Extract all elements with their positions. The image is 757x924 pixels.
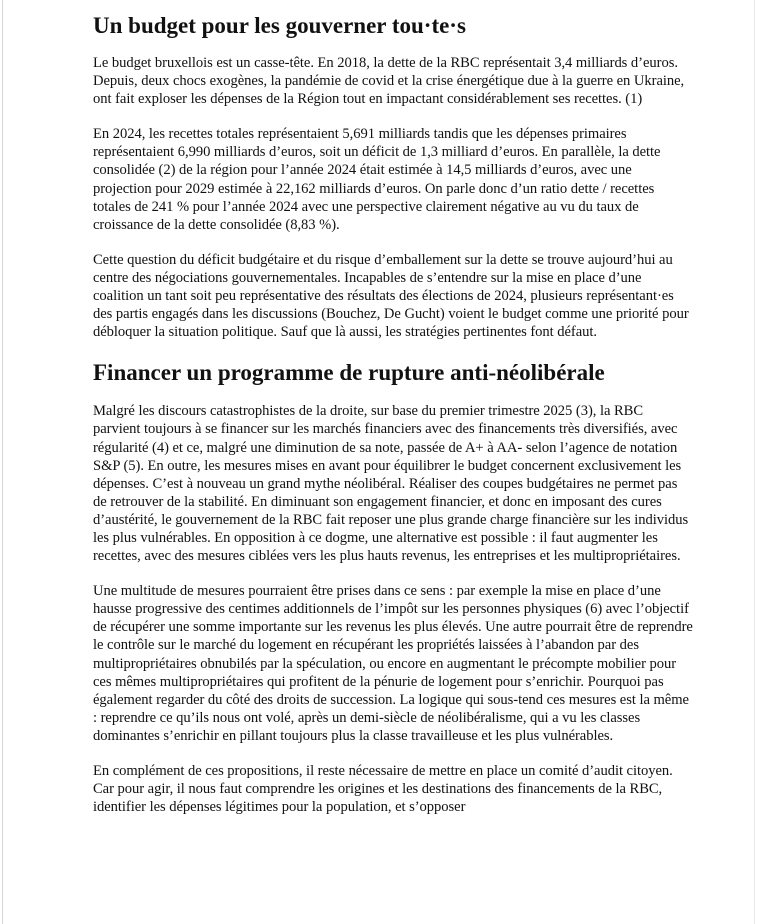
paragraph: Cette question du déficit budgétaire et du risque d’emballement sur la dette se trouve aujourd’hui au centre des négociations gouvernementales. Incapables de s’entendre sur la mise en place d’une coalition un tant soit peu représentative des résultats des élections de 2024, plusieurs représentant·es des partis engagés dans les discussions (Bouchez, De Gucht) voient le budget comme une priorité pour débloquer la situation politique. Sauf que là aussi, les stratégies pertinentes font défaut. bbox=[93, 251, 689, 341]
paragraph: Malgré les discours catastrophistes de la droite, sur base du premier trimestre 2025 (3), la RBC parvient toujours à se financer sur les marchés financiers avec des financements très diversifiés, avec régularité (4) et ce, malgré une diminution de sa note, passée de A+ à AA- selon l’agence de notation S&P (5). En outre, les mesures mises en avant pour équilibrer le budget concernent exclusivement les dépenses. C’est à nouveau un grand mythe néolibéral. Réaliser des coupes budgétaires ne permet pas de retrouver de la stabilité. En diminuant son engagement financier, et donc en imposant des cures d’austérité, le gouvernement de la RBC fait reposer une plus grande charge financière sur les individus les plus vulnérables. En opposition à ce dogme, une alternative est possible : il faut augmenter les recettes, avec des mesures ciblées vers les plus hauts revenus, les entreprises et les multipropriétaires. bbox=[93, 403, 689, 565]
paragraph: En complément de ces propositions, il reste nécessaire de mettre en place un comité d’audit citoyen. Car pour agir, il nous faut comprendre les origines et les destinations des financements de la RBC, identifier les dépenses légitimes pour la population, et s’opposer bbox=[93, 763, 673, 816]
section-heading: Un budget pour les gouverner tou·te·s bbox=[93, 13, 466, 38]
paragraph: En 2024, les recettes totales représentaient 5,691 milliards tandis que les dépenses primaires représentaient 6,990 milliards d’euros, soit un déficit de 1,3 milliard d’euros. En parallèle, la dette consolidée (2) de la région pour l’année 2024 était estimée à 14,5 milliards d’euros, avec une projection pour 2029 estimée à 22,162 milliards d’euros. On parle donc d’un ratio dette / recettes totales de 241 % pour l’année 2024 avec une perspective clairement négative au vu du taux de croissance de la dette consolidée (8,83 %). bbox=[93, 126, 661, 233]
paragraph: Le budget bruxellois est un casse-tête. En 2018, la dette de la RBC représentait 3,4 milliards d’euros. Depuis, deux chocs exogènes, la pandémie de covid et la crise énergétique due à la guerre en Ukraine, ont fait exploser les dépenses de la Région tout en impactant considérablement ses recettes. (1) bbox=[93, 55, 685, 108]
section-financer bbox=[93, 359, 693, 816]
paragraph: Une multitude de mesures pourraient être prises dans ce sens : par exemple la mise en place d’une hausse progressive des centimes additionnels de l’impôt sur les personnes physiques (6) avec l’objectif de récupérer une somme importante sur les revenus les plus élevés. Une autre pourrait être de reprendre le contrôle sur le marché du logement en récupérant les propriétés laissées à l’abandon par des multipropriétaires obnubilés par la spéculation, ou encore en augmentant le précompte mobilier pour ces mêmes multipropriétaires qui profitent de la pénurie de logement pour s’enrichir. Pourquoi pas également regarder du côté des droits de succession. La logique qui sous-tend ces mesures est la même : reprendre ce qu’ils nous ont volé, après un demi-siècle de néolibéralisme, qui a vu les classes dominantes s’enrichir en pillant toujours plus la classe travailleuse et les plus vulnérables. bbox=[93, 583, 693, 744]
section-heading: Financer un programme de rupture anti-néolibérale bbox=[93, 360, 605, 386]
section-budget bbox=[93, 12, 693, 341]
article-body bbox=[93, 0, 693, 833]
